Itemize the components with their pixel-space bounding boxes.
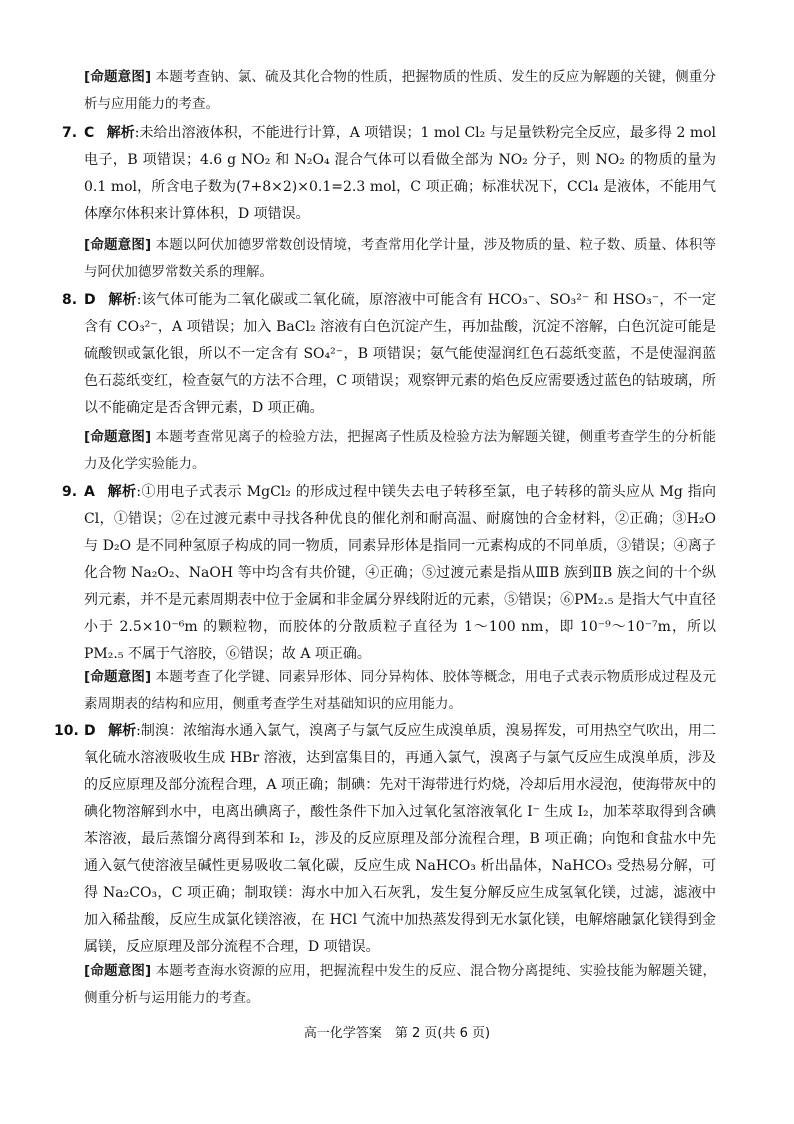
question-number: 7. [62, 125, 78, 141]
analysis-text: :未给出溶液体积，不能进行计算，A 项错误；1 mol Cl₂ 与足量铁粉完全反应，最多得 2 mol 电子，B 项错误；4.6 g NO₂ 和 N₂O₄ 混合气体可以看做全部为 NO₂ 分子，则 NO₂ 的物质的量为 0.1 mol，所含电子数为(7+8×2)×0.1=2.3 mol，C 项正确；标准状况下，CCl₄ 是液体，不能用气体摩尔体积来计算体积，D 项错误。 [84, 125, 716, 222]
analysis-label: 解析 [107, 484, 137, 500]
question-10 [54, 718, 717, 961]
analysis-label: 解析 [106, 125, 135, 141]
intent-tag: [命题意图] [84, 669, 152, 685]
intent-text: 本题考查海水资源的应用，把握流程中发生的反应、混合物分离提纯、实验技能为解题关键，侧重分析与运用能力的考查。 [84, 963, 717, 1006]
question-number: 10. [54, 723, 79, 739]
question-number: 8. [62, 292, 78, 308]
question-10-intent [84, 958, 716, 1012]
question-7-intent [84, 232, 716, 286]
question-9-intent [84, 664, 716, 718]
question-7 [62, 120, 716, 228]
answer-letter: D [84, 292, 96, 308]
intent-text: 本题考查了化学键、同素异形体、同分异构体、胶体等概念，用电子式表示物质形成过程及元素周期表的结构和应用，侧重考查学生对基础知识的应用能力。 [84, 669, 717, 712]
intent-tag: [命题意图] [84, 429, 152, 445]
intent-text: 本题考查钠、氯、硫及其化合物的性质，把握物质的性质、发生的反应为解题的关键，侧重分析与应用能力的考查。 [84, 69, 717, 112]
intro-intent [84, 64, 716, 118]
intent-tag: [命题意图] [84, 237, 152, 253]
answer-letter: A [84, 484, 95, 500]
analysis-text: :该气体可能为二氧化碳或二氧化硫，原溶液中可能含有 HCO₃⁻、SO₃²⁻ 和 HSO₃⁻，不一定含有 CO₃²⁻，A 项错误；加入 BaCl₂ 溶液有白色沉淀产生，再加盐酸，沉淀不溶解，白色沉淀可能是硫酸钡或氯化银，所以不一定含有 SO₄²⁻，B 项错误；氨气能使湿润红色石蕊纸变蓝，不是使湿润蓝色石蕊纸变红，检查氨气的方法不合理，C 项错误；观察钾元素的焰色反应需要透过蓝色的钴玻璃，所以不能确定是否含钾元素，D 项正确。 [84, 292, 717, 416]
intent-text: 本题以阿伏加德罗常数创设情境，考查常用化学计量，涉及物质的量、粒子数、质量、体积等与阿伏加德罗常数关系的理解。 [84, 237, 717, 280]
answer-letter: D [84, 723, 96, 739]
intent-tag: [命题意图] [84, 963, 152, 979]
answer-letter: C [84, 125, 95, 141]
intent-tag: [命题意图] [84, 69, 152, 85]
question-8 [62, 287, 717, 422]
question-8-intent [84, 424, 716, 478]
question-number: 9. [62, 484, 78, 500]
analysis-text: :制溴：浓缩海水通入氯气，溴离子与氯气反应生成溴单质，溴易挥发，可用热空气吹出，用二氧化硫水溶液吸收生成 HBr 溶液，达到富集目的，再通入氯气，溴离子与氯气反应生成溴单质，涉及的反应原理及部分流程合理，A 项正确；制碘：先对干海带进行灼烧，冷却后用水浸泡，使海带灰中的碘化物溶解到水中，电离出碘离子，酸性条件下加入过氧化氢溶液氧化 I⁻ 生成 I₂，加苯萃取得到含碘苯溶液，最后蒸馏分离得到苯和 I₂，涉及的反应原理及部分流程合理，B 项正确；向饱和食盐水中先通入氨气使溶液呈碱性更易吸收二氧化碳，反应生成 NaHCO₃ 析出晶体，NaHCO₃ 受热易分解，可得 Na₂CO₃，C 项正确；制取镁：海水中加入石灰乳，发生复分解反应生成氢氧化镁，过滤，滤液中加入稀盐酸，反应生成氯化镁溶液，在 HCl 气流中加热蒸发得到无水氯化镁，电解熔融氯化镁得到金属镁，反应原理及部分流程不合理，D 项错误。 [84, 723, 717, 955]
intent-text: 本题考查常见离子的检验方法，把握离子性质及检验方法为解题关键，侧重考查学生的分析能力及化学实验能力。 [84, 429, 717, 472]
page-footer: 高一化学答案 第 2 页(共 6 页) [303, 1026, 491, 1041]
question-9 [62, 479, 717, 668]
analysis-text: :①用电子式表示 MgCl₂ 的形成过程中镁失去电子转移至氯，电子转移的箭头应从 Mg 指向 Cl，①错误；②在过渡元素中寻找各种优良的催化剂和耐高温、耐腐蚀的合金材料，②正确；③H₂O 与 D₂O 是不同种氢原子构成的同一物质，同素异形体是指同一元素构成的不同单质，③错误；④离子化合物 Na₂O₂、NaOH 等中均含有共价键，④正确；⑤过渡元素是指从ⅢB 族到ⅡB 族之间的十个纵列元素，并不是元素周期表中位于金属和非金属分界线附近的元素，⑤错误；⑥PM₂.₅ 是指大气中直径小于 2.5×10⁻⁶m 的颗粒物，而胶体的分散质粒子直径为 1～100 nm，即 10⁻⁹～10⁻⁷m，所以 PM₂.₅ 不属于气溶胶，⑥错误；故 A 项正确。 [84, 484, 717, 662]
analysis-label: 解析 [108, 292, 137, 308]
analysis-label: 解析 [108, 723, 137, 739]
